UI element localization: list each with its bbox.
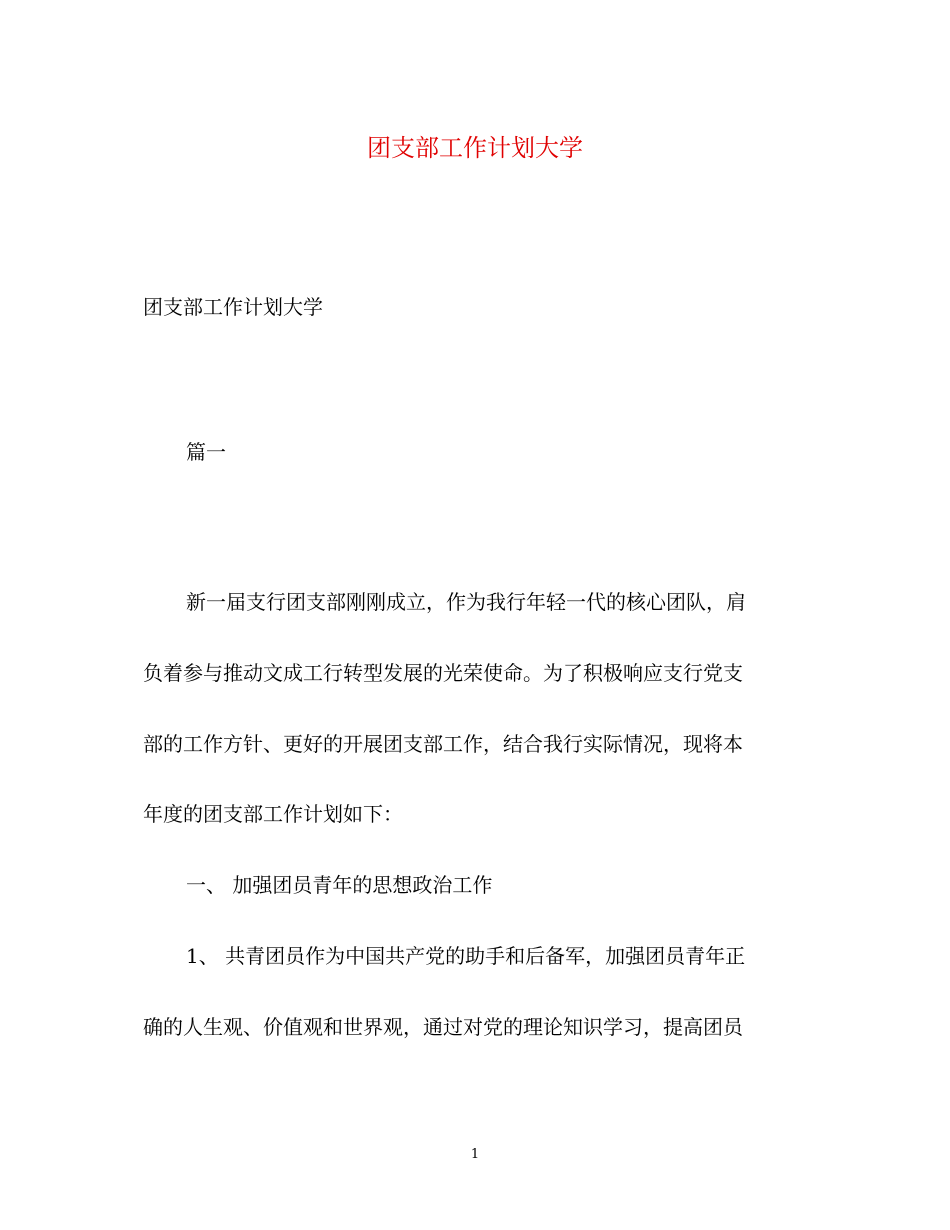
paragraph-line-6: 确的人生观、价值观和世界观，通过对党的理论知识学习，提高团员	[143, 1015, 743, 1039]
paragraph-line-3: 部的工作方针、更好的开展团支部工作，结合我行实际情况，现将本	[143, 732, 743, 756]
section-heading: 一、 加强团员青年的思想政治工作	[186, 873, 493, 897]
paragraph-line-2: 负着参与推动文成工行转型发展的光荣使命。为了积极响应支行党支	[143, 661, 743, 685]
paragraph-line-1: 新一届支行团支部刚刚成立，作为我行年轻一代的核心团队，肩	[186, 590, 746, 614]
section-label: 篇一	[186, 440, 226, 464]
paragraph-line-4: 年度的团支部工作计划如下：	[143, 802, 403, 826]
page-number: 1	[470, 1147, 480, 1162]
document-title: 团支部工作计划大学	[367, 134, 583, 162]
document-subtitle: 团支部工作计划大学	[143, 295, 323, 319]
paragraph-line-5: 1、 共青团员作为中国共产党的助手和后备军，加强团员青年正	[186, 944, 746, 968]
